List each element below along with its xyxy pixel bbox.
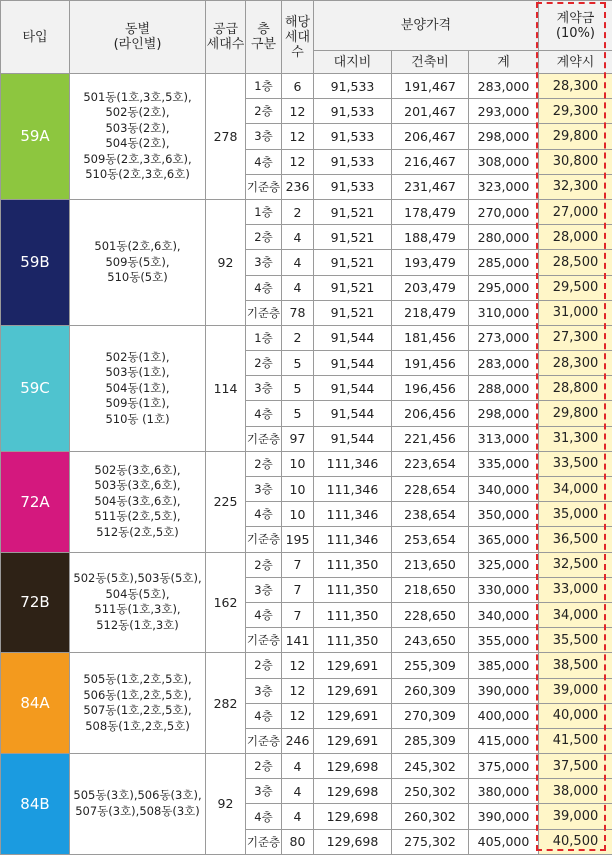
total-price-cell: 323,000: [469, 174, 539, 199]
units-cell: 6: [282, 74, 314, 99]
type-cell: 72A: [1, 451, 70, 552]
land-price-cell: 91,533: [314, 74, 392, 99]
units-cell: 2: [282, 199, 314, 224]
land-price-cell: 91,544: [314, 351, 392, 376]
total-price-cell: 415,000: [469, 728, 539, 753]
land-price-cell: 91,544: [314, 426, 392, 451]
total-price-cell: 283,000: [469, 351, 539, 376]
land-price-cell: 111,350: [314, 628, 392, 653]
units-cell: 5: [282, 351, 314, 376]
building-price-cell: 228,650: [392, 602, 469, 627]
header-dong: 동별 (라인별): [70, 1, 206, 74]
units-cell: 4: [282, 779, 314, 804]
building-price-cell: 221,456: [392, 426, 469, 451]
header-units: 해당 세대 수: [282, 1, 314, 74]
units-cell: 195: [282, 527, 314, 552]
building-price-cell: 201,467: [392, 99, 469, 124]
units-cell: 12: [282, 99, 314, 124]
supply-cell: 225: [206, 451, 246, 552]
total-price-cell: 308,000: [469, 149, 539, 174]
table-row: [1, 451, 612, 476]
total-price-cell: 390,000: [469, 678, 539, 703]
building-price-cell: 270,309: [392, 703, 469, 728]
deposit-cell: 28,300: [539, 74, 612, 99]
building-price-cell: 238,654: [392, 502, 469, 527]
land-price-cell: 111,346: [314, 502, 392, 527]
floor-cell: 2층: [246, 99, 282, 124]
floor-cell: 2층: [246, 451, 282, 476]
floor-cell: 1층: [246, 74, 282, 99]
floor-cell: 4층: [246, 703, 282, 728]
building-price-cell: 260,309: [392, 678, 469, 703]
supply-cell: 114: [206, 325, 246, 451]
total-price-cell: 390,000: [469, 804, 539, 829]
land-price-cell: 91,544: [314, 376, 392, 401]
dong-cell: 501동(2호,6호), 509동(5호), 510동(5호): [70, 199, 206, 325]
total-price-cell: 288,000: [469, 376, 539, 401]
land-price-cell: 91,521: [314, 225, 392, 250]
type-cell: 84A: [1, 653, 70, 754]
building-price-cell: 285,309: [392, 728, 469, 753]
deposit-cell: 40,500: [539, 829, 612, 854]
total-price-cell: 385,000: [469, 653, 539, 678]
building-price-cell: 218,650: [392, 577, 469, 602]
floor-cell: 4층: [246, 149, 282, 174]
units-cell: 12: [282, 149, 314, 174]
building-price-cell: 206,467: [392, 124, 469, 149]
building-price-cell: 223,654: [392, 451, 469, 476]
land-price-cell: 111,346: [314, 477, 392, 502]
total-price-cell: 380,000: [469, 779, 539, 804]
units-cell: 7: [282, 577, 314, 602]
table-body: [1, 74, 612, 855]
land-price-cell: 129,698: [314, 754, 392, 779]
table-row: [1, 552, 612, 577]
floor-cell: 1층: [246, 199, 282, 224]
land-price-cell: 91,544: [314, 401, 392, 426]
floor-cell: 3층: [246, 779, 282, 804]
deposit-cell: 39,000: [539, 804, 612, 829]
units-cell: 12: [282, 124, 314, 149]
total-price-cell: 400,000: [469, 703, 539, 728]
units-cell: 2: [282, 325, 314, 350]
building-price-cell: 191,467: [392, 74, 469, 99]
deposit-cell: 27,300: [539, 325, 612, 350]
deposit-cell: 27,000: [539, 199, 612, 224]
table-header: [1, 1, 612, 74]
total-price-cell: 313,000: [469, 426, 539, 451]
type-cell: 84B: [1, 754, 70, 855]
land-price-cell: 91,544: [314, 325, 392, 350]
total-price-cell: 285,000: [469, 250, 539, 275]
building-price-cell: 206,456: [392, 401, 469, 426]
floor-cell: 2층: [246, 552, 282, 577]
units-cell: 4: [282, 754, 314, 779]
units-cell: 246: [282, 728, 314, 753]
total-price-cell: 405,000: [469, 829, 539, 854]
floor-cell: 기준층: [246, 628, 282, 653]
total-price-cell: 293,000: [469, 99, 539, 124]
type-cell: 72B: [1, 552, 70, 653]
units-cell: 5: [282, 376, 314, 401]
total-price-cell: 283,000: [469, 74, 539, 99]
units-cell: 78: [282, 300, 314, 325]
deposit-cell: 28,000: [539, 225, 612, 250]
units-cell: 7: [282, 552, 314, 577]
building-price-cell: 253,654: [392, 527, 469, 552]
land-price-cell: 91,521: [314, 250, 392, 275]
dong-cell: 502동(3호,6호), 503동(3호,6호), 504동(3호,6호), 511동(2호,5호), 512동(2호,5호): [70, 451, 206, 552]
floor-cell: 1층: [246, 325, 282, 350]
deposit-cell: 38,500: [539, 653, 612, 678]
land-price-cell: 111,346: [314, 451, 392, 476]
building-price-cell: 245,302: [392, 754, 469, 779]
dong-cell: 501동(1호,3호,5호), 502동(2호), 503동(2호), 504동(2호), 509동(2호,3호,6호), 510동(2호,3호,6호): [70, 74, 206, 200]
land-price-cell: 91,533: [314, 174, 392, 199]
header-type: 타입: [1, 1, 70, 74]
total-price-cell: 365,000: [469, 527, 539, 552]
building-price-cell: 213,650: [392, 552, 469, 577]
units-cell: 4: [282, 250, 314, 275]
land-price-cell: 91,521: [314, 199, 392, 224]
total-price-cell: 273,000: [469, 325, 539, 350]
building-price-cell: 193,479: [392, 250, 469, 275]
header-land: 대지비: [314, 51, 392, 74]
units-cell: 12: [282, 653, 314, 678]
units-cell: 12: [282, 703, 314, 728]
total-price-cell: 340,000: [469, 602, 539, 627]
type-cell: 59A: [1, 74, 70, 200]
deposit-cell: 41,500: [539, 728, 612, 753]
dong-cell: 502동(5호),503동(5호), 504동(5호), 511동(1호,3호), 512동(1호,3호): [70, 552, 206, 653]
floor-cell: 2층: [246, 225, 282, 250]
deposit-cell: 28,500: [539, 250, 612, 275]
type-cell: 59B: [1, 199, 70, 325]
total-price-cell: 340,000: [469, 477, 539, 502]
header-supply: 공급 세대수: [206, 1, 246, 74]
floor-cell: 3층: [246, 250, 282, 275]
land-price-cell: 91,533: [314, 99, 392, 124]
total-price-cell: 295,000: [469, 275, 539, 300]
deposit-cell: 32,300: [539, 174, 612, 199]
total-price-cell: 298,000: [469, 401, 539, 426]
deposit-cell: 29,300: [539, 99, 612, 124]
units-cell: 10: [282, 477, 314, 502]
land-price-cell: 111,350: [314, 552, 392, 577]
deposit-cell: 28,300: [539, 351, 612, 376]
floor-cell: 2층: [246, 754, 282, 779]
header-floor: 층 구분: [246, 1, 282, 74]
deposit-cell: 37,500: [539, 754, 612, 779]
building-price-cell: 250,302: [392, 779, 469, 804]
total-price-cell: 325,000: [469, 552, 539, 577]
floor-cell: 기준층: [246, 728, 282, 753]
deposit-cell: 31,300: [539, 426, 612, 451]
floor-cell: 기준층: [246, 527, 282, 552]
deposit-cell: 28,800: [539, 376, 612, 401]
total-price-cell: 355,000: [469, 628, 539, 653]
deposit-cell: 36,500: [539, 527, 612, 552]
deposit-cell: 31,000: [539, 300, 612, 325]
land-price-cell: 129,691: [314, 703, 392, 728]
building-price-cell: 178,479: [392, 199, 469, 224]
land-price-cell: 129,698: [314, 779, 392, 804]
total-price-cell: 375,000: [469, 754, 539, 779]
total-price-cell: 310,000: [469, 300, 539, 325]
building-price-cell: 196,456: [392, 376, 469, 401]
deposit-cell: 40,000: [539, 703, 612, 728]
units-cell: 97: [282, 426, 314, 451]
header-price: 분양가격: [314, 1, 539, 51]
building-price-cell: 243,650: [392, 628, 469, 653]
building-price-cell: 188,479: [392, 225, 469, 250]
land-price-cell: 129,698: [314, 829, 392, 854]
floor-cell: 2층: [246, 351, 282, 376]
total-price-cell: 280,000: [469, 225, 539, 250]
dong-cell: 502동(1호), 503동(1호), 504동(1호), 509동(1호), 510동 (1호): [70, 325, 206, 451]
units-cell: 7: [282, 602, 314, 627]
land-price-cell: 111,350: [314, 577, 392, 602]
building-price-cell: 228,654: [392, 477, 469, 502]
building-price-cell: 218,479: [392, 300, 469, 325]
units-cell: 236: [282, 174, 314, 199]
total-price-cell: 298,000: [469, 124, 539, 149]
floor-cell: 4층: [246, 602, 282, 627]
land-price-cell: 91,521: [314, 300, 392, 325]
supply-cell: 162: [206, 552, 246, 653]
floor-cell: 기준층: [246, 426, 282, 451]
building-price-cell: 255,309: [392, 653, 469, 678]
building-price-cell: 181,456: [392, 325, 469, 350]
total-price-cell: 330,000: [469, 577, 539, 602]
deposit-cell: 32,500: [539, 552, 612, 577]
floor-cell: 3층: [246, 124, 282, 149]
building-price-cell: 231,467: [392, 174, 469, 199]
deposit-cell: 29,800: [539, 124, 612, 149]
units-cell: 10: [282, 451, 314, 476]
building-price-cell: 260,302: [392, 804, 469, 829]
floor-cell: 3층: [246, 376, 282, 401]
building-price-cell: 203,479: [392, 275, 469, 300]
units-cell: 4: [282, 225, 314, 250]
deposit-cell: 35,000: [539, 502, 612, 527]
floor-cell: 기준층: [246, 300, 282, 325]
building-price-cell: 191,456: [392, 351, 469, 376]
land-price-cell: 91,533: [314, 149, 392, 174]
deposit-cell: 29,800: [539, 401, 612, 426]
floor-cell: 4층: [246, 401, 282, 426]
units-cell: 12: [282, 678, 314, 703]
floor-cell: 3층: [246, 577, 282, 602]
type-cell: 59C: [1, 325, 70, 451]
deposit-cell: 38,000: [539, 779, 612, 804]
deposit-cell: 34,000: [539, 477, 612, 502]
units-cell: 5: [282, 401, 314, 426]
land-price-cell: 129,691: [314, 728, 392, 753]
floor-cell: 기준층: [246, 174, 282, 199]
units-cell: 4: [282, 275, 314, 300]
header-deposit-sub: 계약시: [539, 51, 612, 74]
deposit-cell: 39,000: [539, 678, 612, 703]
supply-cell: 278: [206, 74, 246, 200]
land-price-cell: 111,346: [314, 527, 392, 552]
deposit-cell: 30,800: [539, 149, 612, 174]
header-building: 건축비: [392, 51, 469, 74]
floor-cell: 2층: [246, 653, 282, 678]
floor-cell: 3층: [246, 477, 282, 502]
building-price-cell: 275,302: [392, 829, 469, 854]
deposit-cell: 33,500: [539, 451, 612, 476]
deposit-cell: 33,000: [539, 577, 612, 602]
land-price-cell: 129,698: [314, 804, 392, 829]
table-row: [1, 325, 612, 350]
floor-cell: 4층: [246, 275, 282, 300]
land-price-cell: 129,691: [314, 653, 392, 678]
floor-cell: 기준층: [246, 829, 282, 854]
supply-cell: 92: [206, 199, 246, 325]
total-price-cell: 350,000: [469, 502, 539, 527]
total-price-cell: 335,000: [469, 451, 539, 476]
units-cell: 4: [282, 804, 314, 829]
units-cell: 141: [282, 628, 314, 653]
table-row: [1, 199, 612, 224]
building-price-cell: 216,467: [392, 149, 469, 174]
floor-cell: 3층: [246, 678, 282, 703]
dong-cell: 505동(3호),506동(3호), 507동(3호),508동(3호): [70, 754, 206, 855]
total-price-cell: 270,000: [469, 199, 539, 224]
table-row: [1, 653, 612, 678]
table-row: [1, 754, 612, 779]
dong-cell: 505동(1호,2호,5호), 506동(1호,2호,5호), 507동(1호,2호,5호), 508동(1호,2호,5호): [70, 653, 206, 754]
supply-cell: 92: [206, 754, 246, 855]
deposit-cell: 29,500: [539, 275, 612, 300]
header-total: 계: [469, 51, 539, 74]
land-price-cell: 111,350: [314, 602, 392, 627]
table-row: [1, 74, 612, 99]
land-price-cell: 91,533: [314, 124, 392, 149]
land-price-cell: 91,521: [314, 275, 392, 300]
units-cell: 10: [282, 502, 314, 527]
deposit-cell: 34,000: [539, 602, 612, 627]
units-cell: 80: [282, 829, 314, 854]
floor-cell: 4층: [246, 804, 282, 829]
deposit-cell: 35,500: [539, 628, 612, 653]
header-deposit: 계약금 (10%): [539, 1, 612, 51]
land-price-cell: 129,691: [314, 678, 392, 703]
supply-cell: 282: [206, 653, 246, 754]
floor-cell: 4층: [246, 502, 282, 527]
